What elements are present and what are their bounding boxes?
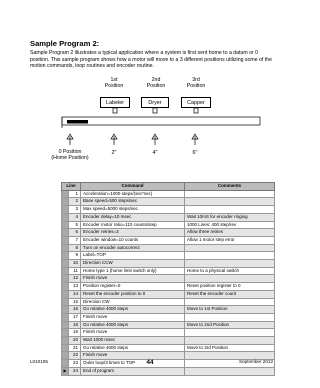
line-number-cell: 1	[69, 190, 81, 198]
line-number-cell: 12	[69, 275, 81, 283]
table-row[interactable]	[62, 221, 275, 229]
command-cell: End of program	[81, 367, 185, 375]
table-row[interactable]	[62, 206, 275, 214]
table-row[interactable]	[62, 337, 275, 345]
connector-labeler	[113, 108, 117, 113]
command-cell: Encoder window=10 counts	[81, 236, 185, 244]
table-row[interactable]	[62, 344, 275, 352]
position-label-1-line1: 1st	[110, 77, 118, 83]
command-cell: Max speed=5000 steps/sec	[81, 206, 185, 214]
row-pointer-cell	[62, 275, 69, 283]
command-cell: Finish move	[81, 275, 185, 283]
command-cell: Finish move	[81, 329, 185, 337]
table-row[interactable]	[62, 367, 275, 375]
section-title: Sample Program 2:	[30, 39, 100, 48]
line-number-cell: 8	[69, 244, 81, 252]
command-cell: Position register=0	[81, 283, 185, 291]
header-line: Line	[62, 183, 81, 191]
row-pointer-cell	[62, 298, 69, 306]
line-number-cell: 16	[69, 306, 81, 314]
line-number-cell: 17	[69, 313, 81, 321]
command-cell: Encoder delay=10 msec	[81, 213, 185, 221]
comment-cell: Reset the encoder count	[185, 290, 275, 298]
line-number-cell: 7	[69, 236, 81, 244]
home-position-line1: 0 Position	[58, 149, 82, 155]
comment-cell: Reset position register to 0	[185, 283, 275, 291]
table-row[interactable]	[62, 244, 275, 252]
line-number-cell: 14	[69, 290, 81, 298]
command-cell: Base speed=500 steps/sec	[81, 198, 185, 206]
home-position-label	[45, 149, 95, 162]
command-cell: Home type 1 (home limit switch only)	[81, 267, 185, 275]
conveyor-rail	[62, 117, 260, 125]
comment-cell: Home to a physical switch	[185, 267, 275, 275]
position-label-1-line2: Position	[104, 83, 124, 90]
comment-cell	[185, 313, 275, 321]
page-number: 44	[146, 359, 154, 366]
connector-capper	[194, 108, 198, 113]
comment-cell	[185, 337, 275, 345]
comment-cell	[185, 275, 275, 283]
table-row[interactable]	[62, 313, 275, 321]
table-row[interactable]	[62, 267, 275, 275]
row-pointer-cell	[62, 221, 69, 229]
command-cell: Encoder retries=3	[81, 229, 185, 237]
line-number-cell: 23	[69, 360, 81, 368]
command-cell: Go relative 4000 steps	[81, 344, 185, 352]
command-cell: Finish move	[81, 352, 185, 360]
row-pointer-cell	[62, 360, 69, 368]
row-pointer-cell	[62, 329, 69, 337]
home-position-line2: (Home Position)	[51, 155, 89, 162]
comment-cell: Allow three retries	[185, 229, 275, 237]
row-pointer-cell	[62, 198, 69, 206]
command-cell: Go relative 4000 steps	[81, 306, 185, 314]
row-pointer-cell	[62, 252, 69, 260]
header-command: Command	[81, 183, 185, 191]
table-row[interactable]	[62, 321, 275, 329]
row-pointer-cell	[62, 244, 69, 252]
command-cell: Label=TOP	[81, 252, 185, 260]
table-body	[62, 190, 275, 375]
comment-cell	[185, 198, 275, 206]
line-number-cell: 13	[69, 283, 81, 291]
row-pointer-cell	[62, 344, 69, 352]
command-cell: Encoder motor ratio=110 counts/step	[81, 221, 185, 229]
line-number-cell: 3	[69, 206, 81, 214]
table-header-row	[62, 183, 275, 191]
command-cell: Wait 1000 msec	[81, 337, 185, 345]
station-box-labeler: Labeler	[100, 97, 130, 108]
comment-cell	[185, 190, 275, 198]
comment-cell: Wait 10mS for encoder ringing	[185, 213, 275, 221]
comment-cell	[185, 252, 275, 260]
table-row[interactable]	[62, 298, 275, 306]
command-cell: Acceleration=1000 steps/(sec*sec)	[81, 190, 185, 198]
row-pointer-cell	[62, 190, 69, 198]
comment-cell	[185, 298, 275, 306]
comment-cell	[185, 206, 275, 214]
command-cell: Finish move	[81, 313, 185, 321]
command-cell: Reset the encoder position to 0	[81, 290, 185, 298]
line-number-cell: 10	[69, 260, 81, 268]
row-pointer-cell	[62, 321, 69, 329]
station-box-dryer: Dryer	[141, 97, 169, 108]
table-row[interactable]	[62, 290, 275, 298]
position-label-2-line1: 2nd	[151, 77, 161, 83]
row-pointer-cell	[62, 337, 69, 345]
comment-cell	[185, 329, 275, 337]
comment-cell: 1000 Lines: 400 step/rev	[185, 221, 275, 229]
table-row[interactable]	[62, 198, 275, 206]
row-pointer-cell	[62, 260, 69, 268]
row-pointer-cell	[62, 206, 69, 214]
command-cell: Direction CCW	[81, 260, 185, 268]
command-cell: Go relative 4000 steps	[81, 321, 185, 329]
line-number-cell: 24	[69, 367, 81, 375]
comment-cell	[185, 260, 275, 268]
position-label-3-line2: Position	[186, 83, 206, 90]
table-row[interactable]	[62, 329, 275, 337]
station-box-capper: Capper	[181, 97, 211, 108]
row-pointer-cell	[62, 236, 69, 244]
line-number-cell: 11	[69, 267, 81, 275]
line-number-cell: 5	[69, 221, 81, 229]
command-cell: Outer loop/3 times to TOP	[81, 360, 185, 368]
line-number-cell: 9	[69, 252, 81, 260]
line-number-cell: 22	[69, 352, 81, 360]
line-number-cell: 18	[69, 321, 81, 329]
row-pointer-cell	[62, 283, 69, 291]
table-row[interactable]	[62, 190, 275, 198]
header-comments: Comments	[185, 183, 275, 191]
row-pointer-cell	[62, 290, 69, 298]
table-row[interactable]	[62, 213, 275, 221]
row-pointer-cell	[62, 213, 69, 221]
command-cell: Turn on encoder autocorrect	[81, 244, 185, 252]
line-number-cell: 21	[69, 344, 81, 352]
measure-4in: 4"	[152, 150, 158, 156]
table-row[interactable]	[62, 306, 275, 314]
footer-doc-id: L010105	[30, 359, 48, 364]
line-number-cell: 20	[69, 337, 81, 345]
comment-cell: Move to 1st Position	[185, 306, 275, 314]
motion-diagram	[0, 0, 300, 175]
section-description: Sample Program 2 illustrates a typical application where a system is first sent home to a datum or 0 position. This sample program shows how a motor will move to a 3 different positions utilizing some of the motion commands, loop routines and encoder routine.	[30, 50, 273, 70]
position-label-2-line2: Position	[146, 83, 166, 90]
line-number-cell: 15	[69, 298, 81, 306]
comment-cell: Move to 3rd Position	[185, 344, 275, 352]
program-table	[61, 182, 275, 376]
current-row-arrow-icon: ▶	[63, 367, 67, 373]
line-number-cell: 2	[69, 198, 81, 206]
comment-cell	[185, 244, 275, 252]
table-row[interactable]	[62, 260, 275, 268]
connector-dryer	[153, 108, 157, 113]
row-pointer-cell	[62, 267, 69, 275]
table-row[interactable]	[62, 236, 275, 244]
comment-cell: Move to 2nd Position	[185, 321, 275, 329]
footer-date: September 2012	[239, 359, 273, 364]
row-pointer-cell	[62, 367, 69, 375]
position-label-3-line1: 3rd	[192, 77, 200, 83]
comment-cell	[185, 367, 275, 375]
comment-cell: Allow 1 motor step error	[185, 236, 275, 244]
row-pointer-cell	[62, 306, 69, 314]
conveyor-carriage	[67, 120, 88, 124]
row-pointer-cell	[62, 229, 69, 237]
measure-2in: 2"	[111, 150, 117, 156]
command-cell: Direction CW	[81, 298, 185, 306]
line-number-cell: 4	[69, 213, 81, 221]
row-pointer-cell	[62, 352, 69, 360]
line-number-cell: 6	[69, 229, 81, 237]
line-number-cell: 19	[69, 329, 81, 337]
table-row[interactable]	[62, 252, 275, 260]
table-row[interactable]	[62, 283, 275, 291]
measure-6in: 6"	[192, 150, 198, 156]
table-row[interactable]	[62, 275, 275, 283]
row-pointer-cell	[62, 313, 69, 321]
table-row[interactable]	[62, 229, 275, 237]
